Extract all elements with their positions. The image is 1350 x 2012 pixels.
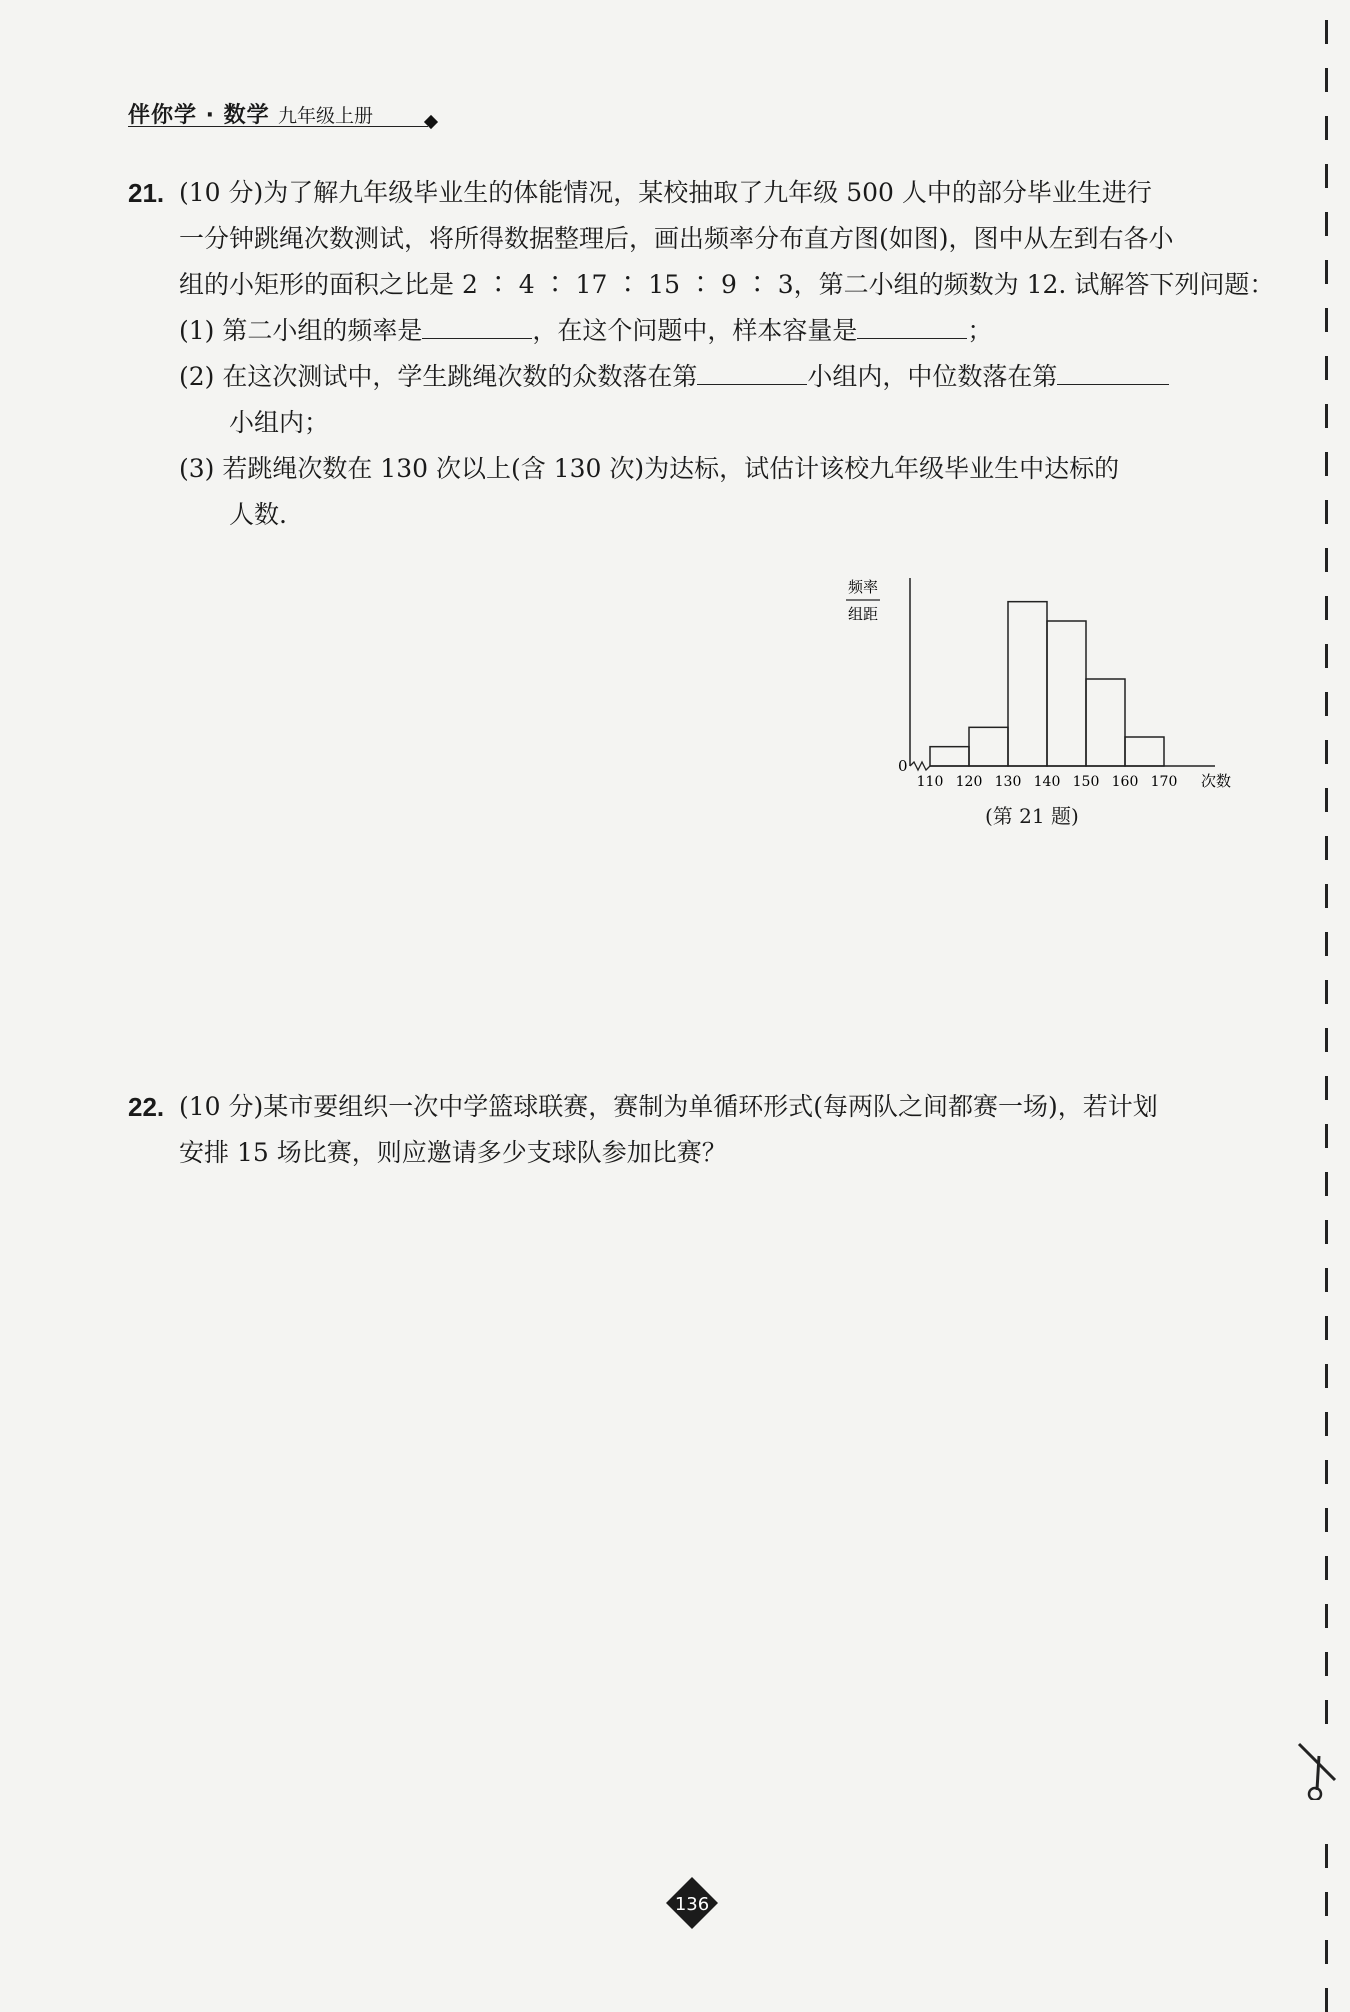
cut-line-segment (1325, 1556, 1328, 1580)
cut-line-segment (1325, 404, 1328, 428)
book-brand: 伴你学 · 数学 (128, 103, 270, 128)
cut-line-segment (1325, 1604, 1328, 1628)
cut-line-segment (1325, 1364, 1328, 1388)
cut-line-segment (1325, 596, 1328, 620)
cut-line-segment (1325, 260, 1328, 284)
origin-label: 0 (898, 757, 908, 775)
cut-line-segment (1325, 1412, 1328, 1436)
question-text-line: 安排 15 场比赛，则应邀请多少支球队参加比赛？ (179, 1138, 727, 1167)
axis-break-icon (910, 762, 930, 770)
x-axis-label: 次数 (1201, 772, 1232, 790)
cut-line-segment (1325, 1652, 1328, 1676)
x-tick-label: 170 (1150, 774, 1178, 790)
x-tick-label: 140 (1033, 774, 1061, 790)
cut-line-segment (1325, 212, 1328, 236)
sub-question-2-cont: 小组内； (229, 408, 330, 437)
cut-line-segment (1325, 1172, 1328, 1196)
x-tick-label: 110 (916, 774, 944, 790)
answer-blank[interactable] (422, 312, 532, 339)
cut-line-segment (1325, 1844, 1328, 1868)
histogram-bar (930, 747, 969, 766)
scissors-icon (1295, 1740, 1343, 1800)
cut-line-segment (1325, 1892, 1328, 1916)
cut-line-segment (1325, 980, 1328, 1004)
sub-question-2: (2) 在这次测试中，学生跳绳次数的众数落在第 小组内，中位数落在第 (179, 354, 1169, 400)
sub-question-3-cont: 人数. (229, 500, 287, 529)
page-header (128, 98, 428, 127)
cut-line-segment (1325, 1508, 1328, 1532)
sub-question-1: (1) 第二小组的频率是 ，在这个问题中，样本容量是 ； (179, 308, 992, 354)
cut-line-segment (1325, 1124, 1328, 1148)
question-text-line: (10 分)某市要组织一次中学篮球联赛，赛制为单循环形式(每两队之间都赛一场)，若计划 (179, 1092, 1158, 1121)
cut-line-segment (1325, 1220, 1328, 1244)
y-label-denominator: 组距 (847, 605, 879, 623)
page-number-badge (664, 1875, 720, 1931)
cut-line-segment (1325, 836, 1328, 860)
cut-line-segment (1325, 1460, 1328, 1484)
question-text-line: 组的小矩形的面积之比是 2 ∶ 4 ∶ 17 ∶ 15 ∶ 9 ∶ 3，第二小组的频数为 12. 试解答下列问题： (179, 270, 1275, 299)
sub-question-3: (3) 若跳绳次数在 130 次以上(含 130 次)为达标，试估计该校九年级毕业生中达标的 (179, 454, 1120, 483)
cut-line-segment (1325, 740, 1328, 764)
cut-line-segment (1325, 932, 1328, 956)
x-tick-label: 150 (1072, 774, 1100, 790)
cut-line-segment (1325, 1028, 1328, 1052)
x-tick-label: 120 (955, 774, 983, 790)
histogram-bar (1125, 737, 1164, 766)
histogram-chart (830, 568, 1250, 798)
cut-line-segment (1325, 1700, 1328, 1724)
histogram-figure (830, 568, 1250, 838)
cut-line-segment (1325, 1076, 1328, 1100)
cut-line-segment (1325, 1316, 1328, 1340)
book-grade: 九年级上册 (278, 105, 374, 127)
cut-line-segment (1325, 884, 1328, 908)
x-tick-label: 160 (1111, 774, 1139, 790)
question-22 (128, 1084, 1278, 1184)
cut-line-segment (1325, 500, 1328, 524)
cut-line-segment (1325, 308, 1328, 332)
cut-line-segment (1325, 356, 1328, 380)
histogram-bar (1008, 602, 1047, 766)
question-21 (128, 170, 1278, 570)
cut-line-segment (1325, 1940, 1328, 1964)
answer-blank[interactable] (697, 358, 807, 385)
question-number: 21. (128, 178, 165, 208)
question-text-line: (10 分)为了解九年级毕业生的体能情况，某校抽取了九年级 500 人中的部分毕业生进行 (179, 178, 1152, 207)
cut-line-segment (1325, 68, 1328, 92)
cut-dashed-line (1325, 0, 1329, 1993)
histogram-bar (969, 727, 1008, 766)
cut-line-segment (1325, 788, 1328, 812)
question-number: 22. (128, 1092, 165, 1122)
y-label-numerator: 频率 (847, 578, 879, 596)
cut-line-segment (1325, 1988, 1328, 2012)
cut-line-segment (1325, 116, 1328, 140)
cut-line-segment (1325, 644, 1328, 668)
cut-line-segment (1325, 164, 1328, 188)
cut-line-segment (1325, 692, 1328, 716)
cut-line-segment (1325, 452, 1328, 476)
cut-line-segment (1325, 20, 1328, 44)
histogram-bar (1086, 679, 1125, 766)
histogram-bar (1047, 621, 1086, 766)
answer-blank[interactable] (857, 312, 967, 339)
cut-line-segment (1325, 1268, 1328, 1292)
x-tick-label: 130 (994, 774, 1022, 790)
figure-caption: (第 21 题) (985, 804, 1079, 828)
cut-line-segment (1325, 548, 1328, 572)
question-text-line: 一分钟跳绳次数测试，将所得数据整理后，画出频率分布直方图(如图)，图中从左到右各小 (179, 224, 1174, 253)
page-number: 136 (674, 1894, 710, 1915)
answer-blank[interactable] (1057, 358, 1169, 385)
